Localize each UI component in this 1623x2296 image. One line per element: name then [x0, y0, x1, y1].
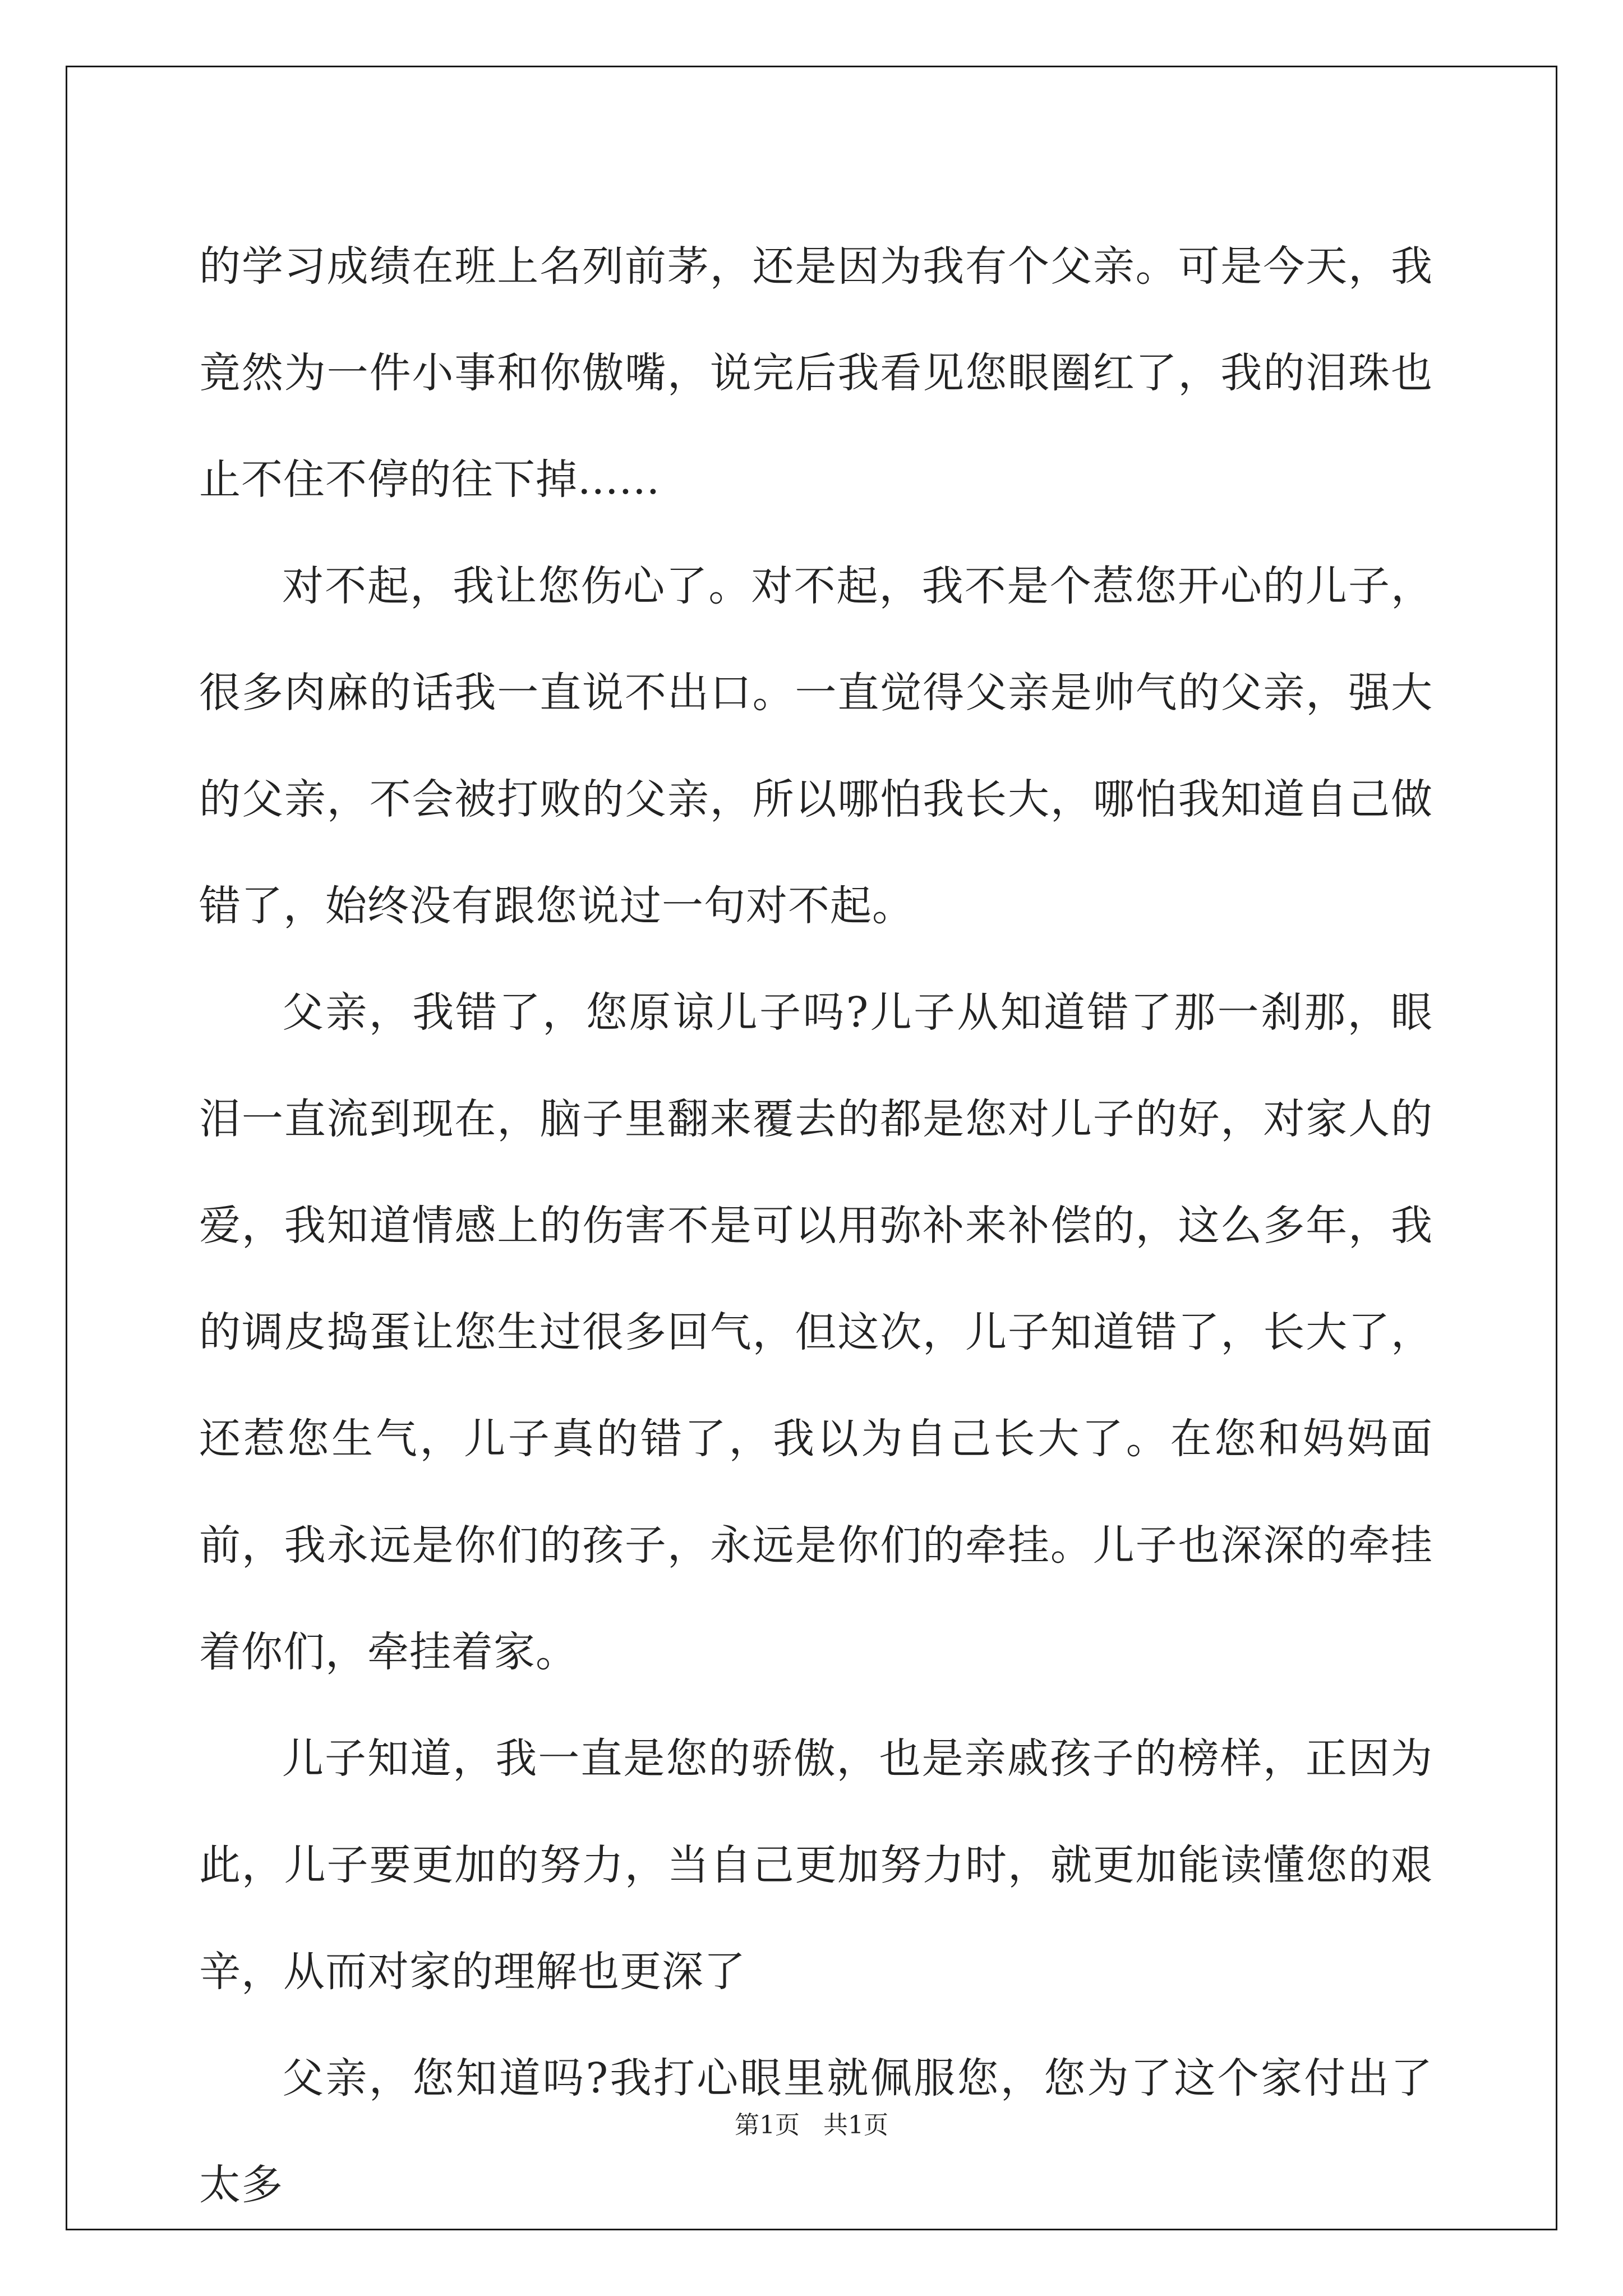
page-number-footer: 第1页 共1页: [735, 2111, 888, 2139]
document-body: [199, 213, 1433, 2238]
paragraph-2: 对不起，我让您伤心了。对不起，我不是个惹您开心的儿子，很多肉麻的话我一直说不出口。一直觉得父亲是帅气的父亲，强大的父亲，不会被打败的父亲，所以哪怕我长大，哪怕我知道自己做错了，始终没有跟您说过一句对不起。: [199, 562, 1433, 930]
paragraph-3: 父亲，我错了，您原谅儿子吗?儿子从知道错了那一刹那，眼泪一直流到现在，脑子里翻来覆去的都是您对儿子的好，对家人的爱，我知道情感上的伤害不是可以用弥补来补偿的，这么多年，我的调皮捣蛋让您生过很多回气，但这次，儿子知道错了，长大了，还惹您生气，儿子真的错了，我以为自己长大了。在您和妈妈面前，我永远是你们的孩子，永远是你们的牵挂。儿子也深深的牵挂着你们，牵挂着家。: [199, 988, 1433, 1676]
paragraph-5: 父亲，您知道吗?我打心眼里就佩服您，您为了这个家付出了太多: [199, 2054, 1433, 2209]
paragraph-4: 儿子知道，我一直是您的骄傲，也是亲戚孩子的榜样，正因为此，儿子要更加的努力，当自己更加努力时，就更加能读懂您的艰辛，从而对家的理解也更深了: [199, 1734, 1433, 1996]
paragraph-1: 的学习成绩在班上名列前茅，还是因为我有个父亲。可是今天，我竟然为一件小事和你傲嘴，说完后我看见您眼圈红了，我的泪珠也止不住不停的往下掉......: [199, 242, 1433, 504]
